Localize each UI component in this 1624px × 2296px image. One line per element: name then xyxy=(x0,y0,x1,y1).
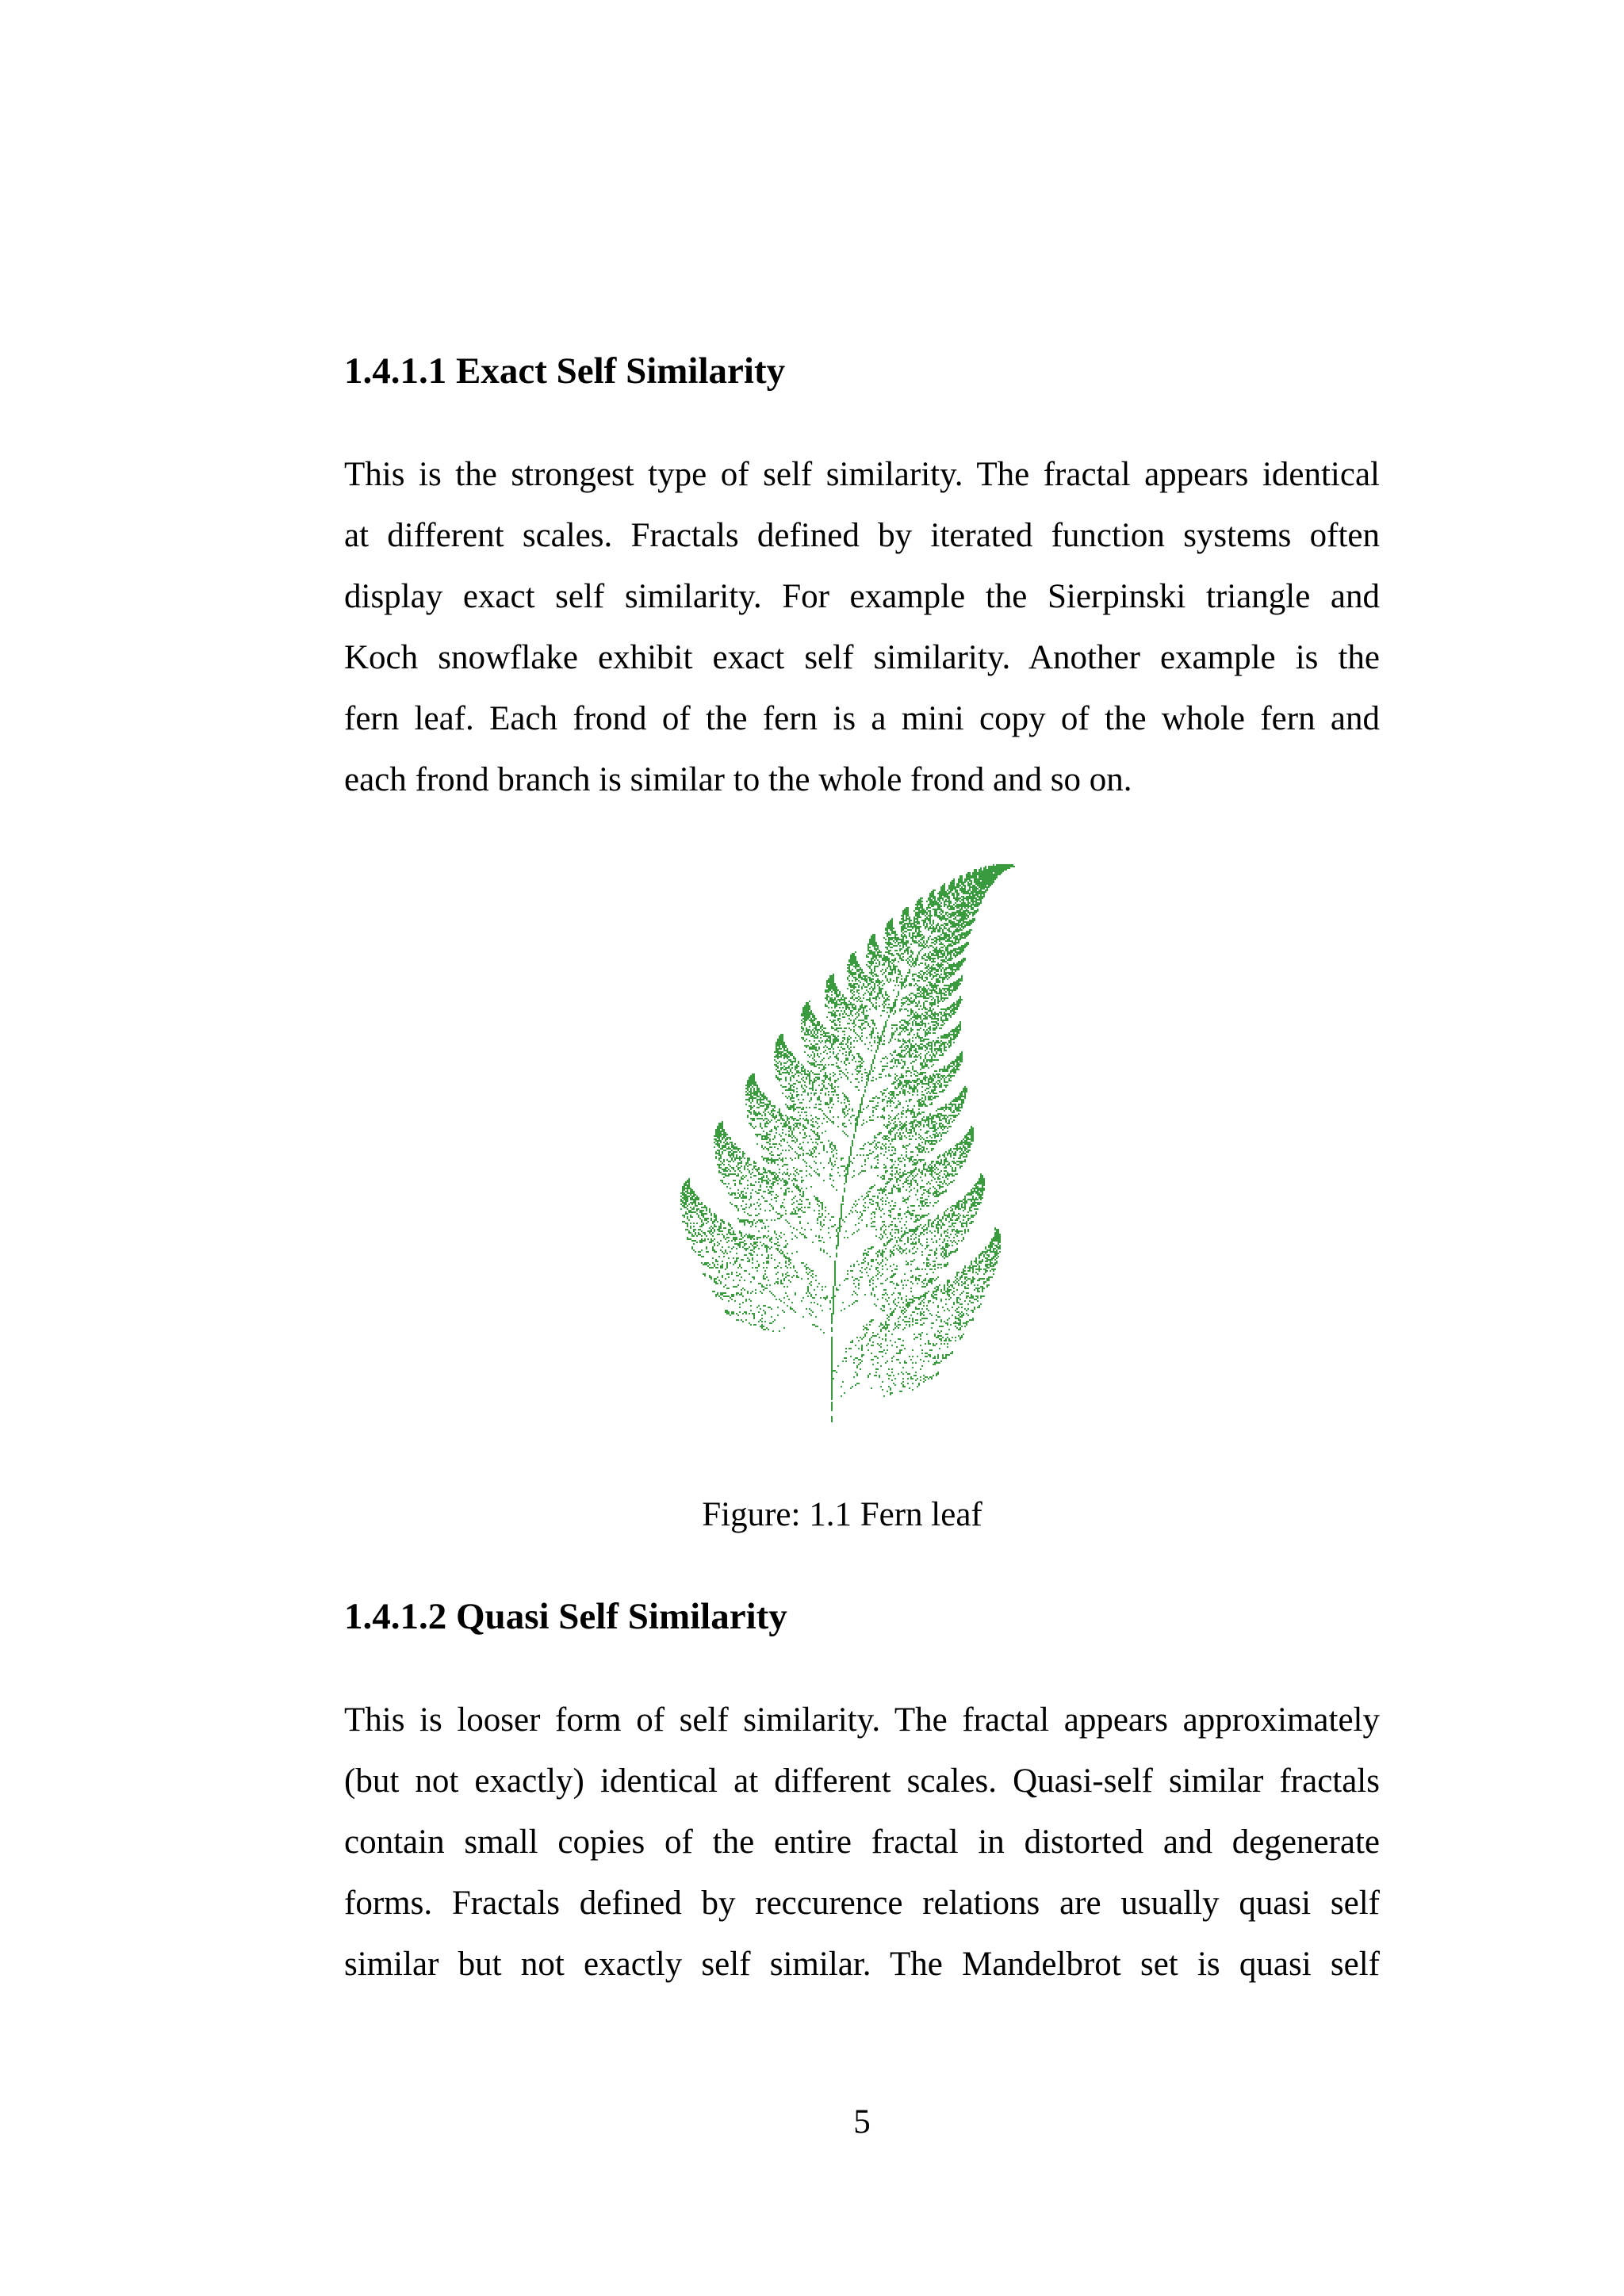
text-line: fern leaf. Each frond of the fern is a mini copy of the whole fern and xyxy=(344,700,1380,737)
text-line: This is the strongest type of self similarity. The fractal appears identical xyxy=(344,456,1380,493)
text-line: Koch snowflake exhibit exact self similarity. Another example is the xyxy=(344,639,1380,676)
paragraph-exact-self-similarity xyxy=(344,452,1380,818)
text-line: display exact self similarity. For example the Sierpinski triangle and xyxy=(344,578,1380,615)
text-line: (but not exactly) identical at different scales. Quasi-self similar fractals xyxy=(344,1762,1380,1800)
fern-fronds xyxy=(680,864,1015,1422)
paragraph-quasi-self-similarity xyxy=(344,1697,1380,2003)
text-line: similar but not exactly self similar. The Mandelbrot set is quasi self xyxy=(344,1946,1380,1983)
text-line: at different scales. Fractals defined by iterated function systems often xyxy=(344,517,1380,554)
section-heading-exact-self-similarity: 1.4.1.1 Exact Self Similarity xyxy=(344,350,786,392)
text-line: This is looser form of self similarity. The fractal appears approximately xyxy=(344,1701,1380,1739)
page-number: 5 xyxy=(853,2103,871,2141)
figure-caption: Figure: 1.1 Fern leaf xyxy=(702,1496,982,1533)
text-line: forms. Fractals defined by reccurence relations are usually quasi self xyxy=(344,1885,1380,1922)
text-line: each frond branch is similar to the whole frond and so on. xyxy=(344,761,1132,798)
fern-leaf-image xyxy=(666,864,1031,1427)
text-line: contain small copies of the entire fractal in distorted and degenerate xyxy=(344,1823,1380,1861)
fern-leaf-figure xyxy=(666,864,1031,1427)
section-heading-quasi-self-similarity: 1.4.1.2 Quasi Self Similarity xyxy=(344,1596,787,1637)
